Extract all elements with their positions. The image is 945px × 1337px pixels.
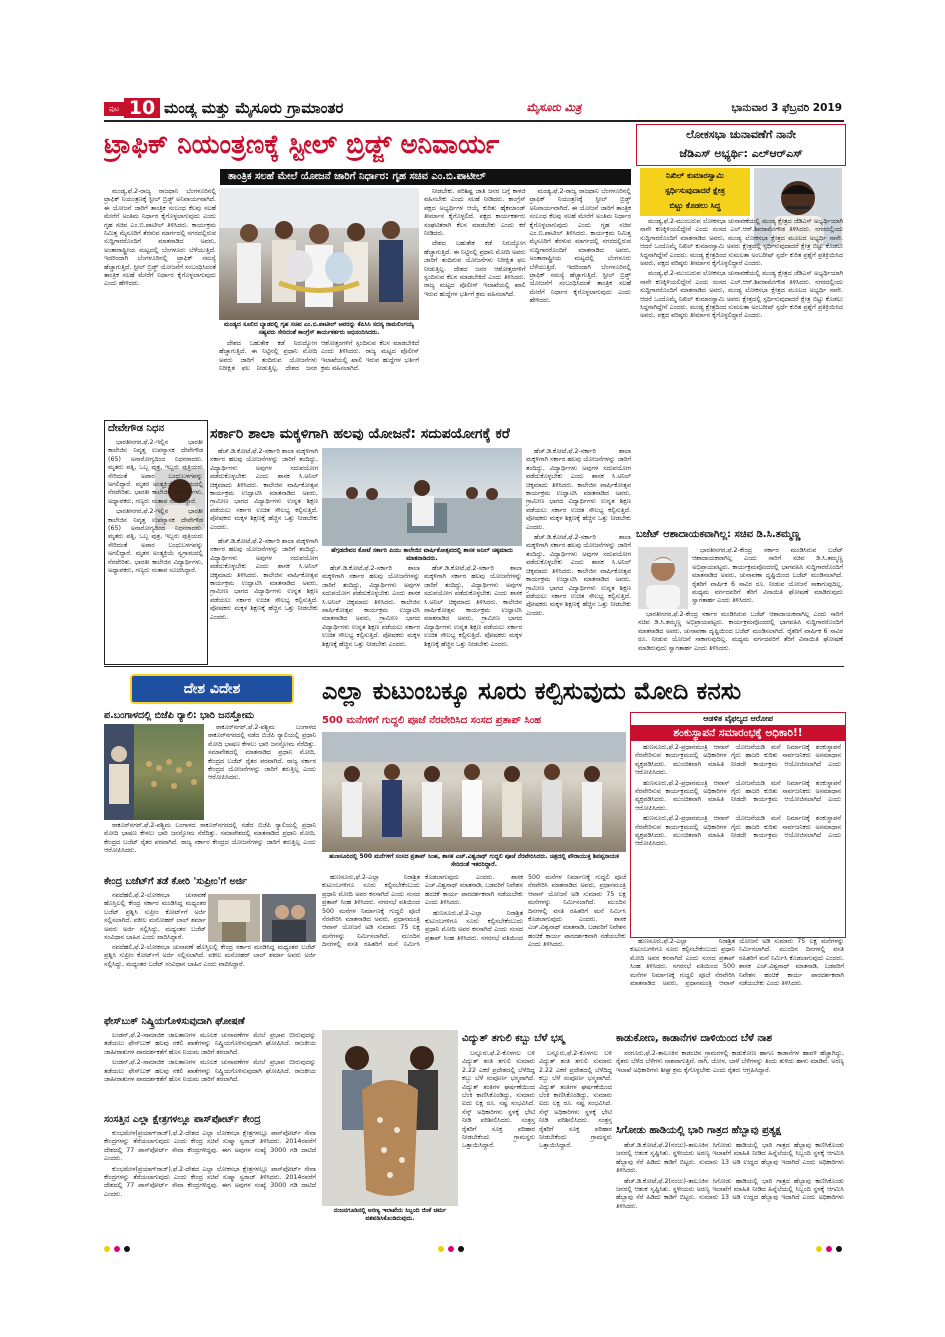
obituary-body: ಭಾರತೀನಗರ,ಫೆ.2-ಇಲ್ಲಿನ ಭಾರತೀ ಕಾಲೇಜಿನ ನಿವೃತ್ತ ಉಪನ್ಯಾಸಕ ದೇವೇಗೌಡ (65) ಅನಾರೋಗ್ಯದಿಂದ ನಿಧನರಾದರು. ಮೃತರು ಪತ್ನಿ, ಒಬ್ಬ ಪುತ್ರ, ಇಬ್ಬರು ಪುತ್ರಿಯರು ಸೇರಿದಂತೆ ಅಪಾರ ಬಂಧುಬಳಗವನ್ನು ಅಗಲಿದ್ದಾರೆ. ಮೃತರ ಅಂತ್ಯಕ್ರಿಯೆ ಸ್ವಗ್ರಾಮದಲ್ಲಿ ನೆರವೇರಿತು. ಭಾರತೀ ಕಾಲೇಜಿನ ವಿದ್ಯಾರ್ಥಿಗಳು, ಅಧ್ಯಾಪಕರು, ಗಣ್ಯರು ಸಂತಾಪ ಸೂಚಿಸಿದ್ದಾರೆ. ಭಾರತೀನಗರ,ಫೆ.2-ಇಲ್ಲಿನ ಭಾರತೀ ಕಾಲೇಜಿನ ನಿವೃತ್ತ ಉಪನ್ಯಾಸಕ ದೇವೇಗೌಡ (65) ಅನಾರೋಗ್ಯದಿಂದ ನಿಧನರಾದರು. ಮೃತರು ಪತ್ನಿ, ಒಬ್ಬ ಪುತ್ರ, ಇಬ್ಬರು ಪುತ್ರಿಯರು ಸೇರಿದಂತೆ ಅಪಾರ ಬಂಧುಬಳಗವನ್ನು ಅಗಲಿದ್ದಾರೆ. ಮೃತರ ಅಂತ್ಯಕ್ರಿಯೆ ಸ್ವಗ್ರಾಮದಲ್ಲಿ ನೆರವೇರಿತು. ಭಾರತೀ ಕಾಲೇಜಿನ ವಿದ್ಯಾರ್ಥಿಗಳು, ಅಧ್ಯಾಪಕರು, ಗಣ್ಯರು ಸಂತಾಪ ಸೂಚಿಸಿದ್ದಾರೆ. (108, 439, 203, 575)
national-story1-body: ಠಾಕೂರ್‌ನಗರ್,ಫೆ.2-ಪಶ್ಚಿಮ ಬಂಗಾಳದ ಠಾಕೂರ್‌ನಗರದಲ್ಲಿ ನಡೆದ ಬಿಜೆಪಿ ರ್‍ಯಾಲಿಯಲ್ಲಿ ಪ್ರಧಾನಿ ಮೋದಿ ಭಾಷಣ ಕೇಳಲು ಭಾರಿ ಜನಸ್ತೋಮ ನೆರೆದಿತ್ತು. ಸಮಾವೇಶದಲ್ಲಿ ಮಾತನಾಡಿದ ಪ್ರಧಾನಿ ಮೋದಿ, ಕೇಂದ್ರದ ಬಜೆಟ್ ರೈತರ ಪರವಾಗಿದೆ. ರಾಜ್ಯ ಸರ್ಕಾರ ಕೇಂದ್ರದ ಯೋಜನೆಗಳನ್ನು ಜಾರಿಗೆ ತರುತ್ತಿಲ್ಲ ಎಂದು ಆರೋಪಿಸಿದರು. (208, 724, 316, 782)
side-story-quote-line3: ಬಿಟ್ಟು ಕೊಡಲು ಸಿದ್ಧ (669, 201, 721, 210)
obituary-headline: ದೇವೇಗೌಡ ನಿಧನ (108, 423, 165, 434)
national-story3-headline: ಫೇಸ್‌ಬುಕ್ ನಿಷ್ಕ್ರಿಯಗೊಳಿಸುವುದಾಗಿ ಘೋಷಣೆ (104, 1016, 245, 1027)
national-tag: ದೇಶ ವಿದೇಶ (130, 674, 294, 704)
top-story-headline: ಟ್ರಾಫಿಕ್ ನಿಯಂತ್ರಣಕ್ಕೆ ಸ್ಟೀಲ್ ಬ್ರಿಡ್ಜ್ ಅನಿವಾರ್ಯ (104, 130, 500, 160)
national-story1-photo (104, 724, 204, 820)
section-divider (104, 666, 844, 667)
modi-story-body: ಹುಣಸೂರು,ಫೆ.2-ಎಲ್ಲಾ ನಿರಾಶ್ರಿತ ಕುಟುಂಬಗಳಿಗೂ ಸೂರು ಕಲ್ಪಿಸಬೇಕೆಂಬುದು ಪ್ರಧಾನಿ ಮೋದಿ ಅವರ ಕನಸಾಗಿದೆ ಎಂದು ಸಂಸದ ಪ್ರತಾಪ್ ಸಿಂಹ ತಿಳಿಸಿದರು. ನಗರಸಭೆ ವತಿಯಿಂದ 500 ಮನೆಗಳ ನಿರ್ಮಾಣಕ್ಕೆ ಗುದ್ದಲಿ ಪೂಜೆ ನೆರವೇರಿಸಿ ಮಾತನಾಡಿದ ಅವರು, ಪ್ರಧಾನಮಂತ್ರಿ ಆವಾಸ್ ಯೋಜನೆ ಅಡಿ ಸುಮಾರು 75 ಲಕ್ಷ ಮನೆಗಳನ್ನು ನಿರ್ಮಿಸಲಾಗಿದೆ. ಮುಂದಿನ ದಿನಗಳಲ್ಲಿ ವಸತಿ ರಹಿತರಿಗೆ ಮನೆ ನಿರ್ಮಿಸಿ ಕೊಡಲಾಗುವುದು ಎಂದರು. ಶಾಸಕ ಎಚ್.ವಿಶ್ವನಾಥ್ ಮಾತನಾಡಿ, ಬಡವರಿಗೆ ನಿವೇಶನ ಹಂಚಿಕೆ ಕಾರ್ಯ ಪಾರದರ್ಶಕವಾಗಿ ನಡೆಯಬೇಕು ಎಂದು ತಿಳಿಸಿದರು. ಹುಣಸೂರು,ಫೆ.2-ಎಲ್ಲಾ ನಿರಾಶ್ರಿತ ಕುಟುಂಬಗಳಿಗೂ ಸೂರು ಕಲ್ಪಿಸಬೇಕೆಂಬುದು ಪ್ರಧಾನಿ ಮೋದಿ ಅವರ ಕನಸಾಗಿದೆ ಎಂದು ಸಂಸದ ಪ್ರತಾಪ್ ಸಿಂಹ ತಿಳಿಸಿದರು. ನಗರಸಭೆ ವತಿಯಿಂದ 500 ಮನೆಗಳ ನಿರ್ಮಾಣಕ್ಕೆ ಗುದ್ದಲಿ ಪೂಜೆ ನೆರವೇರಿಸಿ ಮಾತನಾಡಿದ ಅವರು, ಪ್ರಧಾನಮಂತ್ರಿ ಆವಾಸ್ ಯೋಜನೆ ಅಡಿ ಸುಮಾರು 75 ಲಕ್ಷ ಮನೆಗಳನ್ನು ನಿರ್ಮಿಸಲಾಗಿದೆ. ಮುಂದಿನ ದಿನಗಳಲ್ಲಿ ವಸತಿ ರಹಿತರಿಗೆ ಮನೆ ನಿರ್ಮಿಸಿ ಕೊಡಲಾಗುವುದು ಎಂದರು. ಶಾಸಕ ಎಚ್.ವಿಶ್ವನಾಥ್ ಮಾತನಾಡಿ, ಬಡವರಿಗೆ ನಿವೇಶನ ಹಂಚಿಕೆ ಕಾರ್ಯ ಪಾರದರ್ಶಕವಾಗಿ ನಡೆಯಬೇಕು ಎಂದು ತಿಳಿಸಿದರು. (322, 874, 626, 949)
side-story-headline-line1: ಲೋಕಸಭಾ ಚುನಾವಣೆಗೆ ನಾನೇ (686, 128, 796, 141)
national-story2-photo-a (208, 894, 260, 942)
side-story-quote-line2: ಸ್ಪರ್ಧಿಸುವುದಾದರೆ ಕ್ಷೇತ್ರ (664, 186, 726, 195)
registration-mark (458, 1246, 464, 1252)
school-story-col4: ಹೆಚ್.ಡಿ.ಕೋಟೆ,ಫೆ.2-ಸರ್ಕಾರಿ ಶಾಲಾ ಮಕ್ಕಳಿಗಾಗಿ ಸರ್ಕಾರ ಹಲವು ಯೋಜನೆಗಳನ್ನು ಜಾರಿಗೆ ತಂದಿದ್ದು, ವಿದ್ಯಾರ್ಥಿಗಳು ಅವುಗಳ ಸದುಪಯೋಗ ಪಡೆದುಕೊಳ್ಳಬೇಕು ಎಂದು ಶಾಸಕ ಸಿ.ಅನಿಲ್ ಚಿಕ್ಕಮಾದು ತಿಳಿಸಿದರು. ಕಾಲೇಜಿನ ವಾರ್ಷಿಕೋತ್ಸವ ಕಾರ್ಯಕ್ರಮ ಉದ್ಘಾಟಿಸಿ ಮಾತನಾಡಿದ ಅವರು, ಗ್ರಾಮೀಣ ಭಾಗದ ವಿದ್ಯಾರ್ಥಿಗಳು ಉನ್ನತ ಶಿಕ್ಷಣ ಪಡೆಯಲು ಸರ್ಕಾರ ಉಚಿತ ಸೌಲಭ್ಯ ಕಲ್ಪಿಸುತ್ತಿದೆ. ಪೋಷಕರು ಮಕ್ಕಳ ಶಿಕ್ಷಣಕ್ಕೆ ಹೆಚ್ಚಿನ ಒತ್ತು ನೀಡಬೇಕು ಎಂದರು. ಹೆಚ್.ಡಿ.ಕೋಟೆ,ಫೆ.2-ಸರ್ಕಾರಿ ಶಾಲಾ ಮಕ್ಕಳಿಗಾಗಿ ಸರ್ಕಾರ ಹಲವು ಯೋಜನೆಗಳನ್ನು ಜಾರಿಗೆ ತಂದಿದ್ದು, ವಿದ್ಯಾರ್ಥಿಗಳು ಅವುಗಳ ಸದುಪಯೋಗ ಪಡೆದುಕೊಳ್ಳಬೇಕು ಎಂದು ಶಾಸಕ ಸಿ.ಅನಿಲ್ ಚಿಕ್ಕಮಾದು ತಿಳಿಸಿದರು. ಕಾಲೇಜಿನ ವಾರ್ಷಿಕೋತ್ಸವ ಕಾರ್ಯಕ್ರಮ ಉದ್ಘಾಟಿಸಿ ಮಾತನಾಡಿದ ಅವರು, ಗ್ರಾಮೀಣ ಭಾಗದ ವಿದ್ಯಾರ್ಥಿಗಳು ಉನ್ನತ ಶಿಕ್ಷಣ ಪಡೆಯಲು ಸರ್ಕಾರ ಉಚಿತ ಸೌಲಭ್ಯ ಕಲ್ಪಿಸುತ್ತಿದೆ. ಪೋಷಕರು ಮಕ್ಕಳ ಶಿಕ್ಷಣಕ್ಕೆ ಹೆಚ್ಚಿನ ಒತ್ತು ನೀಡಬೇಕು ಎಂದರು. (322, 565, 522, 648)
budget-story-body-a: ಭಾರತೀನಗರ,ಫೆ.2-ಕೇಂದ್ರ ಸರ್ಕಾರ ಮಂಡಿಸಿರುವ ಬಜೆಟ್ ಆಶಾದಾಯಕವಾಗಿಲ್ಲ ಎಂದು ಸಾರಿಗೆ ಸಚಿವ ಡಿ.ಸಿ.ತಮ್ಮಣ್ಣ ಅಭಿಪ್ರಾಯಪಟ್ಟರು. ಕಾರ್ಯಕ್ರಮವೊಂದರಲ್ಲಿ ಭಾಗವಹಿಸಿ ಸುದ್ದಿಗಾರರೊಂದಿಗೆ ಮಾತನಾಡಿದ ಅವರು, ಚುನಾವಣಾ ದೃಷ್ಟಿಯಿಂದ ಬಜೆಟ್ ಮಂಡಿಸಲಾಗಿದೆ. ರೈತರಿಗೆ ವಾರ್ಷಿಕ 6 ಸಾವಿರ ರೂ. ನೀಡುವ ಯೋಜನೆ ಸಾಕಾಗುವುದಿಲ್ಲ. ಮಧ್ಯಮ ವರ್ಗದವರಿಗೆ ತೆರಿಗೆ ವಿನಾಯಿತಿ ಘೋಷಣೆ ಮಾಡಿರುವುದು ಸ್ವಾಗತಾರ್ಹ ಎಂದು ತಿಳಿಸಿದರು. (692, 547, 843, 605)
school-story-col1: ಹೆಚ್.ಡಿ.ಕೋಟೆ,ಫೆ.2-ಸರ್ಕಾರಿ ಶಾಲಾ ಮಕ್ಕಳಿಗಾಗಿ ಸರ್ಕಾರ ಹಲವು ಯೋಜನೆಗಳನ್ನು ಜಾರಿಗೆ ತಂದಿದ್ದು, ವಿದ್ಯಾರ್ಥಿಗಳು ಅವುಗಳ ಸದುಪಯೋಗ ಪಡೆದುಕೊಳ್ಳಬೇಕು ಎಂದು ಶಾಸಕ ಸಿ.ಅನಿಲ್ ಚಿಕ್ಕಮಾದು ತಿಳಿಸಿದರು. ಕಾಲೇಜಿನ ವಾರ್ಷಿಕೋತ್ಸವ ಕಾರ್ಯಕ್ರಮ ಉದ್ಘಾಟಿಸಿ ಮಾತನಾಡಿದ ಅವರು, ಗ್ರಾಮೀಣ ಭಾಗದ ವಿದ್ಯಾರ್ಥಿಗಳು ಉನ್ನತ ಶಿಕ್ಷಣ ಪಡೆಯಲು ಸರ್ಕಾರ ಉಚಿತ ಸೌಲಭ್ಯ ಕಲ್ಪಿಸುತ್ತಿದೆ. ಪೋಷಕರು ಮಕ್ಕಳ ಶಿಕ್ಷಣಕ್ಕೆ ಹೆಚ್ಚಿನ ಒತ್ತು ನೀಡಬೇಕು ಎಂದರು. (210, 448, 318, 531)
top-story-col3: ನೀಡಬೇಕು. ಪರಿಶಿಷ್ಟ ಜಾತಿ ಜನರ ಬಗ್ಗೆ ಕಾಳಜಿ ವಹಿಸಬೇಕು ಎಂದು ಸಲಹೆ ನೀಡಿದರು. ಕಾಂಗ್ರೆಸ್ ಪಕ್ಷದ ಅಭ್ಯರ್ಥಿಗಳ ಆಯ್ಕೆ ಕುರಿತು ಹೈಕಮಾಂಡ್ ತೀರ್ಮಾನ ಕೈಗೊಳ್ಳಲಿದೆ. ಪಕ್ಷದ ಕಾರ್ಯಕರ್ತರು ಸಂಘಟಿತರಾಗಿ ಕೆಲಸ ಮಾಡಬೇಕು ಎಂದು ಕರೆ ನೀಡಿದರು. ದೇಶದ ಬಹುತೇಕ ಕಡೆ ನಿರುದ್ಯೋಗ ಹೆಚ್ಚಾಗುತ್ತಿದೆ. ಈ ನಿಟ್ಟಿನಲ್ಲಿ ಪ್ರಧಾನಿ ಮೋದಿ ಅವರು ಜಾರಿಗೆ ತಂದಿರುವ ಯೋಜನೆಗಳು ನಿರೀಕ್ಷಿತ ಫಲ ನೀಡುತ್ತಿಲ್ಲ. ದೇಶದ ಜನರ ಆಶೋತ್ತರಗಳಿಗೆ ಸ್ಪಂದಿಸುವ ಕೆಲಸ ಮಾಡಬೇಕಿದೆ ಎಂದು ತಿಳಿಸಿದರು. ರಾಜ್ಯ ಮಟ್ಟದ ಪೊಲೀಸ್ ಇಲಾಖೆಯಲ್ಲಿ ಖಾಲಿ ಇರುವ ಹುದ್ದೆಗಳ ಭರ್ತಿಗೆ ಕ್ರಮ ವಹಿಸಲಾಗಿದೆ. ಮಂಡ್ಯ,ಫೆ.2-ರಾಜ್ಯ ರಾಜಧಾನಿ ಬೆಂಗಳೂರಿನಲ್ಲಿ ಟ್ರಾಫಿಕ್ ನಿಯಂತ್ರಣಕ್ಕೆ ಸ್ಟೀಲ್ ಬ್ರಿಡ್ಜ್ ಅನಿವಾರ್ಯವಾಗಿದೆ. ಈ ಯೋಜನೆ ಜಾರಿಗೆ ತಾಂತ್ರಿಕ ಸಂಬಂಧ ಕೆಲವು ಸಲಹೆ ಮೇರೆಗೆ ಅಂತಿಮ ನಿರ್ಧಾರ ಕೈಗೊಳ್ಳಲಾಗುವುದು ಎಂದು ಗೃಹ ಸಚಿವ ಎಂ.ಬಿ.ಪಾಟೀಲ್ ತಿಳಿಸಿದರು. ಕಾರ್ಯಕ್ರಮ ನಿಮಿತ್ತ ಮೈಸೂರಿಗೆ ತೆರಳುವ ಮಾರ್ಗದಲ್ಲಿ ನಗರದಲ್ಲಿರುವ ಸುದ್ದಿಗಾರರೊಂದಿಗೆ ಮಾತನಾಡಿದ ಅವರು, ಅಂತಾರಾಷ್ಟ್ರೀಯ ಮಟ್ಟದಲ್ಲಿ ಬೆಂಗಳೂರು ಬೆಳೆಯುತ್ತಿದೆ. ಇದರಿಂದಾಗಿ ಬೆಂಗಳೂರಿನಲ್ಲಿ ಟ್ರಾಫಿಕ್ ಸಮಸ್ಯೆ ಹೆಚ್ಚಾಗುತ್ತಿದೆ. ಸ್ಟೀಲ್ ಬ್ರಿಡ್ಜ್ ಯೋಜನೆಗೆ ಸಂಬಂಧಿಸಿದಂತೆ ತಾಂತ್ರಿಕ ಸಲಹೆ ಮೇರೆಗೆ ನಿರ್ಧಾರ ಕೈಗೊಳ್ಳಲಾಗುವುದು ಎಂದು ಹೇಳಿದರು. (424, 188, 631, 305)
fraud-story-box (630, 712, 846, 938)
electric-story-body: ಬನ್ನೂರು,ಫೆ.2-ಕೊಳಗಲ ಬಳಿ ವಿದ್ಯುತ್ ತಂತಿ ತಗುಲಿ ಸುಮಾರು 2.22 ಎಕರೆ ಪ್ರದೇಶದಲ್ಲಿ ಬೆಳೆದಿದ್ದ ಕಬ್ಬು ಬೆಳೆ ಸಂಪೂರ್ಣ ಭಸ್ಮವಾಗಿದೆ. ವಿದ್ಯುತ್ ತಂತಿಗಳ ಘರ್ಷಣೆಯಿಂದ ಬೆಂಕಿ ಕಾಣಿಸಿಕೊಂಡಿದ್ದು, ಸುಮಾರು ಐದು ಲಕ್ಷ ರೂ. ನಷ್ಟ ಸಂಭವಿಸಿದೆ. ಸೆಸ್ಕ್ ಅಧಿಕಾರಿಗಳು ಸ್ಥಳಕ್ಕೆ ಭೇಟಿ ನೀಡಿ ಪರಿಶೀಲಿಸಿದರು. ಸಂತ್ರಸ್ತ ರೈತರಿಗೆ ಸೂಕ್ತ ಪರಿಹಾರ ನೀಡಬೇಕೆಂದು ಗ್ರಾಮಸ್ಥರು ಒತ್ತಾಯಿಸಿದ್ದಾರೆ. ಬನ್ನೂರು,ಫೆ.2-ಕೊಳಗಲ ಬಳಿ ವಿದ್ಯುತ್ ತಂತಿ ತಗುಲಿ ಸುಮಾರು 2.22 ಎಕರೆ ಪ್ರದೇಶದಲ್ಲಿ ಬೆಳೆದಿದ್ದ ಕಬ್ಬು ಬೆಳೆ ಸಂಪೂರ್ಣ ಭಸ್ಮವಾಗಿದೆ. ವಿದ್ಯುತ್ ತಂತಿಗಳ ಘರ್ಷಣೆಯಿಂದ ಬೆಂಕಿ ಕಾಣಿಸಿಕೊಂಡಿದ್ದು, ಸುಮಾರು ಐದು ಲಕ್ಷ ರೂ. ನಷ್ಟ ಸಂಭವಿಸಿದೆ. ಸೆಸ್ಕ್ ಅಧಿಕಾರಿಗಳು ಸ್ಥಳಕ್ಕೆ ಭೇಟಿ ನೀಡಿ ಪರಿಶೀಲಿಸಿದರು. ಸಂತ್ರಸ್ತ ರೈತರಿಗೆ ಸೂಕ್ತ ಪರಿಹಾರ ನೀಡಬೇಕೆಂದು ಗ್ರಾಮಸ್ಥರು ಒತ್ತಾಯಿಸಿದ್ದಾರೆ. (462, 1050, 612, 1150)
registration-mark (816, 1246, 822, 1252)
modi-story-subhead: 500 ಮನೆಗಳಿಗೆ ಗುದ್ದಲಿ ಪೂಜೆ ನೆರವೇರಿಸಿದ ಸಂಸದ ಪ್ರತಾಪ್ ಸಿಂಹ (322, 715, 542, 726)
side-story-quote-box (640, 168, 750, 216)
top-story-photo (219, 188, 419, 320)
obituary-box (104, 420, 208, 665)
registration-mark (836, 1246, 842, 1252)
school-story-col2: ಹೆಚ್.ಡಿ.ಕೋಟೆ,ಫೆ.2-ಸರ್ಕಾರಿ ಶಾಲಾ ಮಕ್ಕಳಿಗಾಗಿ ಸರ್ಕಾರ ಹಲವು ಯೋಜನೆಗಳನ್ನು ಜಾರಿಗೆ ತಂದಿದ್ದು, ವಿದ್ಯಾರ್ಥಿಗಳು ಅವುಗಳ ಸದುಪಯೋಗ ಪಡೆದುಕೊಳ್ಳಬೇಕು ಎಂದು ಶಾಸಕ ಸಿ.ಅನಿಲ್ ಚಿಕ್ಕಮಾದು ತಿಳಿಸಿದರು. ಕಾಲೇಜಿನ ವಾರ್ಷಿಕೋತ್ಸವ ಕಾರ್ಯಕ್ರಮ ಉದ್ಘಾಟಿಸಿ ಮಾತನಾಡಿದ ಅವರು, ಗ್ರಾಮೀಣ ಭಾಗದ ವಿದ್ಯಾರ್ಥಿಗಳು ಉನ್ನತ ಶಿಕ್ಷಣ ಪಡೆಯಲು ಸರ್ಕಾರ ಉಚಿತ ಸೌಲಭ್ಯ ಕಲ್ಪಿಸುತ್ತಿದೆ. ಪೋಷಕರು ಮಕ್ಕಳ ಶಿಕ್ಷಣಕ್ಕೆ ಹೆಚ್ಚಿನ ಒತ್ತು ನೀಡಬೇಕು ಎಂದರು. ಹೆಚ್.ಡಿ.ಕೋಟೆ,ಫೆ.2-ಸರ್ಕಾರಿ ಶಾಲಾ ಮಕ್ಕಳಿಗಾಗಿ ಸರ್ಕಾರ ಹಲವು ಯೋಜನೆಗಳನ್ನು ಜಾರಿಗೆ ತಂದಿದ್ದು, ವಿದ್ಯಾರ್ಥಿಗಳು ಅವುಗಳ ಸದುಪಯೋಗ ಪಡೆದುಕೊಳ್ಳಬೇಕು ಎಂದು ಶಾಸಕ ಸಿ.ಅನಿಲ್ ಚಿಕ್ಕಮಾದು ತಿಳಿಸಿದರು. ಕಾಲೇಜಿನ ವಾರ್ಷಿಕೋತ್ಸವ ಕಾರ್ಯಕ್ರಮ ಉದ್ಘಾಟಿಸಿ ಮಾತನಾಡಿದ ಅವರು, ಗ್ರಾಮೀಣ ಭಾಗದ ವಿದ್ಯಾರ್ಥಿಗಳು ಉನ್ನತ ಶಿಕ್ಷಣ ಪಡೆಯಲು ಸರ್ಕಾರ ಉಚಿತ ಸೌಲಭ್ಯ ಕಲ್ಪಿಸುತ್ತಿದೆ. ಪೋಷಕರು ಮಕ್ಕಳ ಶಿಕ್ಷಣಕ್ಕೆ ಹೆಚ್ಚಿನ ಒತ್ತು ನೀಡಬೇಕು ಎಂದರು. (526, 448, 631, 617)
registration-mark (438, 1246, 444, 1252)
national-story1-headline: ಪ.ಬಂಗಾಳದಲ್ಲಿ ಬಿಜೆಪಿ ರ್‍ಯಾಲಿ: ಭಾರಿ ಜನಸ್ತೋಮ (104, 710, 254, 721)
fraud-story-kicker: ಆಡಳಿತ ವೈಫಲ್ಯದ ಆರೋಪ (703, 714, 773, 723)
registration-mark (104, 1246, 110, 1252)
registration-mark (124, 1246, 130, 1252)
side-story-body: ಮಂಡ್ಯ,ಫೆ.2-ಮುಂಬರುವ ಲೋಕಸಭಾ ಚುನಾವಣೆಯಲ್ಲಿ ಮಂಡ್ಯ ಕ್ಷೇತ್ರದ ಜೆಡಿಎಸ್ ಅಭ್ಯರ್ಥಿಯಾಗಿ ನಾನೇ ಕಣಕ್ಕಿಳಿಯಲಿದ್ದೇನೆ ಎಂದು ಸಂಸದ ಎಲ್.ಆರ್.ಶಿವರಾಮೇಗೌಡ ತಿಳಿಸಿದರು. ನಗರದಲ್ಲಿಂದು ಸುದ್ದಿಗಾರರೊಂದಿಗೆ ಮಾತನಾಡಿದ ಅವರು, ಮಂಡ್ಯ ಲೋಕಸಭಾ ಕ್ಷೇತ್ರದ ಮೂಲದ ಅಭ್ಯರ್ಥಿ ನಾನೇ. ಆದರೆ ಒಂದೊಮ್ಮೆ ನಿಖಿಲ್ ಕುಮಾರಸ್ವಾಮಿ ಅವರು ಕ್ಷೇತ್ರದಲ್ಲಿ ಸ್ಪರ್ಧಿಸುವುದಾದರೆ ಕ್ಷೇತ್ರ ಬಿಟ್ಟು ಕೊಡಲು ಸಿದ್ಧನಾಗಿದ್ದೇನೆ ಎಂದರು. ಮಂಡ್ಯ ಕ್ಷೇತ್ರದಿಂದ ಸುಮಲತಾ ಅಂಬರೀಷ್ ಸ್ಪರ್ಧೆ ಕುರಿತ ಪ್ರಶ್ನೆಗೆ ಪ್ರತಿಕ್ರಿಯಿಸಿದ ಅವರು, ಪಕ್ಷದ ವರಿಷ್ಠರು ತೀರ್ಮಾನ ಕೈಗೊಳ್ಳಲಿದ್ದಾರೆ ಎಂದರು. ಮಂಡ್ಯ,ಫೆ.2-ಮುಂಬರುವ ಲೋಕಸಭಾ ಚುನಾವಣೆಯಲ್ಲಿ ಮಂಡ್ಯ ಕ್ಷೇತ್ರದ ಜೆಡಿಎಸ್ ಅಭ್ಯರ್ಥಿಯಾಗಿ ನಾನೇ ಕಣಕ್ಕಿಳಿಯಲಿದ್ದೇನೆ ಎಂದು ಸಂಸದ ಎಲ್.ಆರ್.ಶಿವರಾಮೇಗೌಡ ತಿಳಿಸಿದರು. ನಗರದಲ್ಲಿಂದು ಸುದ್ದಿಗಾರರೊಂದಿಗೆ ಮಾತನಾಡಿದ ಅವರು, ಮಂಡ್ಯ ಲೋಕಸಭಾ ಕ್ಷೇತ್ರದ ಮೂಲದ ಅಭ್ಯರ್ಥಿ ನಾನೇ. ಆದರೆ ಒಂದೊಮ್ಮೆ ನಿಖಿಲ್ ಕುಮಾರಸ್ವಾಮಿ ಅವರು ಕ್ಷೇತ್ರದಲ್ಲಿ ಸ್ಪರ್ಧಿಸುವುದಾದರೆ ಕ್ಷೇತ್ರ ಬಿಟ್ಟು ಕೊಡಲು ಸಿದ್ಧನಾಗಿದ್ದೇನೆ ಎಂದರು. ಮಂಡ್ಯ ಕ್ಷೇತ್ರದಿಂದ ಸುಮಲತಾ ಅಂಬರೀಷ್ ಸ್ಪರ್ಧೆ ಕುರಿತ ಪ್ರಶ್ನೆಗೆ ಪ್ರತಿಕ್ರಿಯಿಸಿದ ಅವರು, ಪಕ್ಷದ ವರಿಷ್ಠರು ತೀರ್ಮಾನ ಕೈಗೊಳ್ಳಲಿದ್ದಾರೆ ಎಂದರು. (640, 218, 843, 320)
village-story-body: ಹೆಚ್.ಡಿ.ಕೋಟೆ,ಫೆ.2(ನಂಜು)-ತಾಲೂಕಿನ ಸಿಗೋಡು ಹಾಡಿಯಲ್ಲಿ ಭಾರಿ ಗಾತ್ರದ ಹೆಬ್ಬಾವು ಕಾಣಿಸಿಕೊಂಡು ಜನರಲ್ಲಿ ಆತಂಕ ಸೃಷ್ಟಿಸಿತು. ಸ್ಥಳೀಯರು ಅರಣ್ಯ ಇಲಾಖೆಗೆ ಮಾಹಿತಿ ನೀಡಿದ ಹಿನ್ನೆಲೆಯಲ್ಲಿ ಸಿಬ್ಬಂದಿ ಸ್ಥಳಕ್ಕೆ ಆಗಮಿಸಿ ಹೆಬ್ಬಾವು ಸೆರೆ ಹಿಡಿದು ಕಾಡಿಗೆ ಬಿಟ್ಟರು. ಸುಮಾರು 13 ಅಡಿ ಉದ್ದದ ಹೆಬ್ಬಾವು ಇದಾಗಿದೆ ಎಂದು ಅಧಿಕಾರಿಗಳು ತಿಳಿಸಿದರು. ಹೆಚ್.ಡಿ.ಕೋಟೆ,ಫೆ.2(ನಂಜು)-ತಾಲೂಕಿನ ಸಿಗೋಡು ಹಾಡಿಯಲ್ಲಿ ಭಾರಿ ಗಾತ್ರದ ಹೆಬ್ಬಾವು ಕಾಣಿಸಿಕೊಂಡು ಜನರಲ್ಲಿ ಆತಂಕ ಸೃಷ್ಟಿಸಿತು. ಸ್ಥಳೀಯರು ಅರಣ್ಯ ಇಲಾಖೆಗೆ ಮಾಹಿತಿ ನೀಡಿದ ಹಿನ್ನೆಲೆಯಲ್ಲಿ ಸಿಬ್ಬಂದಿ ಸ್ಥಳಕ್ಕೆ ಆಗಮಿಸಿ ಹೆಬ್ಬಾವು ಸೆರೆ ಹಿಡಿದು ಕಾಡಿಗೆ ಬಿಟ್ಟರು. ಸುಮಾರು 13 ಅಡಿ ಉದ್ದದ ಹೆಬ್ಬಾವು ಇದಾಗಿದೆ ಎಂದು ಅಧಿಕಾರಿಗಳು ತಿಳಿಸಿದರು. (616, 1142, 844, 1210)
modi-story-photo-caption: ಹುಣಸೂರಿನಲ್ಲಿ 500 ಮನೆಗಳಿಗೆ ಸಂಸದ ಪ್ರತಾಪ್ ಸಿಂಹ, ಶಾಸಕ ಎಚ್.ವಿಶ್ವನಾಥ್ ಗುದ್ದಲಿ ಪೂಜೆ ನೆರವೇರಿಸಿದರು. ಚಿತ್ರದಲ್ಲಿ ಪೌರಾಯುಕ್ತ ಶಿವಪ್ಪನಾಯಕ ಸೇರಿದಂತೆ ಇತರರಿದ್ದಾರೆ. (329, 853, 619, 868)
school-story-col3: ಹೆಚ್.ಡಿ.ಕೋಟೆ,ಫೆ.2-ಸರ್ಕಾರಿ ಶಾಲಾ ಮಕ್ಕಳಿಗಾಗಿ ಸರ್ಕಾರ ಹಲವು ಯೋಜನೆಗಳನ್ನು ಜಾರಿಗೆ ತಂದಿದ್ದು, ವಿದ್ಯಾರ್ಥಿಗಳು ಅವುಗಳ ಸದುಪಯೋಗ ಪಡೆದುಕೊಳ್ಳಬೇಕು ಎಂದು ಶಾಸಕ ಸಿ.ಅನಿಲ್ ಚಿಕ್ಕಮಾದು ತಿಳಿಸಿದರು. ಕಾಲೇಜಿನ ವಾರ್ಷಿಕೋತ್ಸವ ಕಾರ್ಯಕ್ರಮ ಉದ್ಘಾಟಿಸಿ ಮಾತನಾಡಿದ ಅವರು, ಗ್ರಾಮೀಣ ಭಾಗದ ವಿದ್ಯಾರ್ಥಿಗಳು ಉನ್ನತ ಶಿಕ್ಷಣ ಪಡೆಯಲು ಸರ್ಕಾರ ಉಚಿತ ಸೌಲಭ್ಯ ಕಲ್ಪಿಸುತ್ತಿದೆ. ಪೋಷಕರು ಮಕ್ಕಳ ಶಿಕ್ಷಣಕ್ಕೆ ಹೆಚ್ಚಿನ ಒತ್ತು ನೀಡಬೇಕು ಎಂದರು. (210, 538, 318, 621)
national-story2-photo-b (262, 894, 316, 942)
page-number: 10 (124, 98, 160, 118)
modi-story-headline: ಎಲ್ಲಾ ಕುಟುಂಬಕ್ಕೂ ಸೂರು ಕಲ್ಪಿಸುವುದು ಮೋದಿ ಕನಸು (322, 677, 742, 705)
deer-skin-photo (322, 1030, 458, 1206)
budget-story-portrait (638, 547, 688, 609)
national-story2-headline: ಕೇಂದ್ರ ಬಜೆಟ್‌ಗೆ ತಡೆ ಕೋರಿ 'ಸುಪ್ರೀಂ'ಗೆ ಅರ್ಜಿ (104, 876, 248, 887)
national-story2-body: ನವದೆಹಲಿ,ಫೆ.2-ಲೋಕಸಭಾ ಚುನಾವಣೆ ಹೊಸ್ತಿಲಲ್ಲಿ ಕೇಂದ್ರ ಸರ್ಕಾರ ಮಂಡಿಸಿದ್ದ ಮಧ್ಯಂತರ ಬಜೆಟ್ ಪ್ರಶ್ನಿಸಿ ಸುಪ್ರೀಂ ಕೋರ್ಟ್‌ಗೆ ಅರ್ಜಿ ಸಲ್ಲಿಸಲಾಗಿದೆ. ವಕೀಲ ಮನೋಹರ್ ಲಾಲ್ ಶರ್ಮಾ ಅವರು ಅರ್ಜಿ ಸಲ್ಲಿಸಿದ್ದು, ಮಧ್ಯಂತರ ಬಜೆಟ್ ಸಂವಿಧಾನ ಬಾಹಿರ ಎಂದು ವಾದಿಸಿದ್ದಾರೆ. (104, 892, 206, 942)
issue-date: ಭಾನುವಾರ 3 ಫೆಬ್ರವರಿ 2019 (731, 102, 842, 114)
elephant-story-body: ಸರಗೂರು,ಫೆ.2-ತಾಲೂಕಿನ ಕಾಡಂಚಿನ ಗ್ರಾಮಗಳಲ್ಲಿ ಕಾಡುಕೋಣ ಹಾಗೂ ಕಾಡಾನೆಗಳ ಹಾವಳಿ ಹೆಚ್ಚಾಗಿದ್ದು, ರೈತರು ಬೆಳೆದ ಬೆಳೆಗಳು ನಾಶವಾಗುತ್ತಿವೆ. ರಾಗಿ, ಜೋಳ, ಬಾಳೆ ಬೆಳೆಗಳನ್ನು ತಿಂದು ತುಳಿದು ಹಾಳು ಮಾಡಿವೆ. ಅರಣ್ಯ ಇಲಾಖೆ ಅಧಿಕಾರಿಗಳು ಶೀಘ್ರ ಕ್ರಮ ಕೈಗೊಳ್ಳಬೇಕು ಎಂದು ರೈತರು ಆಗ್ರಹಿಸಿದ್ದಾರೆ. (616, 1050, 844, 1074)
top-story-subhead: ತಾಂತ್ರಿಕ ಸಲಹೆ ಮೇಲೆ ಯೋಜನೆ ಜಾರಿಗೆ ನಿರ್ಧಾರ: ಗೃಹ ಸಚಿವ ಎಂ.ಬಿ.ಪಾಟೀಲ್ (220, 169, 631, 185)
page-header (104, 98, 844, 122)
section-title: ಮಂಡ್ಯ ಮತ್ತು ಮೈಸೂರು ಗ್ರಾಮಾಂತರ (164, 99, 344, 117)
registration-mark (826, 1246, 832, 1252)
page-label: ಪುಟ (104, 102, 124, 116)
top-story-photo-caption: ಮಂಡ್ಯದ ಸೂಲಿದ ಬ್ಯಾಡರಲ್ಲಿ ಗೃಹ ಸಚಿವ ಎಂ.ಬಿ.ಪಾಟೀಲ್ ಅವರನ್ನು ಕೆಪಿಸಿಸಿ ಸದಸ್ಯ ರಾಮಲಿಂಗಯ್ಯ ಸಹ್ಯವರು ಸೇರಿದಂತೆ ಕಾಂಗ್ರೆಸ್ ಕಾರ್ಯಕರ್ತರು ಅಭಿನಂದಿಸಿದರು. (224, 321, 414, 336)
national-story4-headline: ಸಂಸತ್ತಿನ ಎಲ್ಲಾ ಕ್ಷೇತ್ರಗಳಲ್ಲೂ ಪಾಸ್‌ಪೋರ್ಟ್ ಕೇಂದ್ರ (104, 1114, 261, 1125)
national-story3-body: ಲಂಡನ್,ಫೆ.2-ಸಾಮಾಜಿಕ ಜಾಲತಾಣಗಳ ಮೂಲಕ ಚುನಾವಣೆಗಳ ಮೇಲೆ ಪ್ರಭಾವ ಬೀರುವುದನ್ನು ತಡೆಯಲು ಫೇಸ್‌ಬುಕ್ ಹಲವು ನಕಲಿ ಖಾತೆಗಳನ್ನು ನಿಷ್ಕ್ರಿಯಗೊಳಿಸುವುದಾಗಿ ಘೋಷಿಸಿದೆ. ರಾಜಕೀಯ ಜಾಹೀರಾತುಗಳ ಪಾರದರ್ಶಕತೆಗೆ ಹೊಸ ನಿಯಮ ಜಾರಿಗೆ ತರಲಾಗಿದೆ. ಲಂಡನ್,ಫೆ.2-ಸಾಮಾಜಿಕ ಜಾಲತಾಣಗಳ ಮೂಲಕ ಚುನಾವಣೆಗಳ ಮೇಲೆ ಪ್ರಭಾವ ಬೀರುವುದನ್ನು ತಡೆಯಲು ಫೇಸ್‌ಬುಕ್ ಹಲವು ನಕಲಿ ಖಾತೆಗಳನ್ನು ನಿಷ್ಕ್ರಿಯಗೊಳಿಸುವುದಾಗಿ ಘೋಷಿಸಿದೆ. ರಾಜಕೀಯ ಜಾಹೀರಾತುಗಳ ಪಾರದರ್ಶಕತೆಗೆ ಹೊಸ ನಿಯಮ ಜಾರಿಗೆ ತರಲಾಗಿದೆ. (104, 1032, 316, 1084)
top-story-col2: ದೇಶದ ಬಹುತೇಕ ಕಡೆ ನಿರುದ್ಯೋಗ ಹೆಚ್ಚಾಗುತ್ತಿದೆ. ಈ ನಿಟ್ಟಿನಲ್ಲಿ ಪ್ರಧಾನಿ ಮೋದಿ ಅವರು ಜಾರಿಗೆ ತಂದಿರುವ ಯೋಜನೆಗಳು ನಿರೀಕ್ಷಿತ ಫಲ ನೀಡುತ್ತಿಲ್ಲ. ದೇಶದ ಜನರ ಆಶೋತ್ತರಗಳಿಗೆ ಸ್ಪಂದಿಸುವ ಕೆಲಸ ಮಾಡಬೇಕಿದೆ ಎಂದು ತಿಳಿಸಿದರು. ರಾಜ್ಯ ಮಟ್ಟದ ಪೊಲೀಸ್ ಇಲಾಖೆಯಲ್ಲಿ ಖಾಲಿ ಇರುವ ಹುದ್ದೆಗಳ ಭರ್ತಿಗೆ ಕ್ರಮ ವಹಿಸಲಾಗಿದೆ. (219, 340, 419, 373)
masthead-logo: ಮೈಸೂರು ಮಿತ್ರ (526, 101, 582, 114)
national-story4-body: ಕುಂಭಮೇಳ(ಪ್ರಯಾಗ್‌ರಾಜ್),ಫೆ.2-ದೇಶದ ಎಲ್ಲಾ ಲೋಕಸಭಾ ಕ್ಷೇತ್ರಗಳಲ್ಲೂ ಪಾಸ್‌ಪೋರ್ಟ್ ಸೇವಾ ಕೇಂದ್ರಗಳನ್ನು ತೆರೆಯಲಾಗುವುದು ಎಂದು ಕೇಂದ್ರ ಸಚಿವೆ ಸುಷ್ಮಾ ಸ್ವರಾಜ್ ತಿಳಿಸಿದರು. 2014ರವರೆಗೆ ದೇಶದಲ್ಲಿ 77 ಪಾಸ್‌ಪೋರ್ಟ್ ಸೇವಾ ಕೇಂದ್ರಗಳಿದ್ದವು. ಈಗ ಅವುಗಳ ಸಂಖ್ಯೆ 3000 ಗಡಿ ದಾಟಿದೆ ಎಂದರು. ಕುಂಭಮೇಳ(ಪ್ರಯಾಗ್‌ರಾಜ್),ಫೆ.2-ದೇಶದ ಎಲ್ಲಾ ಲೋಕಸಭಾ ಕ್ಷೇತ್ರಗಳಲ್ಲೂ ಪಾಸ್‌ಪೋರ್ಟ್ ಸೇವಾ ಕೇಂದ್ರಗಳನ್ನು ತೆರೆಯಲಾಗುವುದು ಎಂದು ಕೇಂದ್ರ ಸಚಿವೆ ಸುಷ್ಮಾ ಸ್ವರಾಜ್ ತಿಳಿಸಿದರು. 2014ರವರೆಗೆ ದೇಶದಲ್ಲಿ 77 ಪಾಸ್‌ಪೋರ್ಟ್ ಸೇವಾ ಕೇಂದ್ರಗಳಿದ್ದವು. ಈಗ ಅವುಗಳ ಸಂಖ್ಯೆ 3000 ಗಡಿ ದಾಟಿದೆ ಎಂದರು. (104, 1130, 316, 1198)
budget-story-headline: ಬಜೆಟ್ ಆಶಾದಾಯಕವಾಗಿಲ್ಲ: ಸಚಿವ ಡಿ.ಸಿ.ತಮ್ಮಣ್ಣ (636, 529, 801, 540)
top-story-col1: ಮಂಡ್ಯ,ಫೆ.2-ರಾಜ್ಯ ರಾಜಧಾನಿ ಬೆಂಗಳೂರಿನಲ್ಲಿ ಟ್ರಾಫಿಕ್ ನಿಯಂತ್ರಣಕ್ಕೆ ಸ್ಟೀಲ್ ಬ್ರಿಡ್ಜ್ ಅನಿವಾರ್ಯವಾಗಿದೆ. ಈ ಯೋಜನೆ ಜಾರಿಗೆ ತಾಂತ್ರಿಕ ಸಂಬಂಧ ಕೆಲವು ಸಲಹೆ ಮೇರೆಗೆ ಅಂತಿಮ ನಿರ್ಧಾರ ಕೈಗೊಳ್ಳಲಾಗುವುದು ಎಂದು ಗೃಹ ಸಚಿವ ಎಂ.ಬಿ.ಪಾಟೀಲ್ ತಿಳಿಸಿದರು. ಕಾರ್ಯಕ್ರಮ ನಿಮಿತ್ತ ಮೈಸೂರಿಗೆ ತೆರಳುವ ಮಾರ್ಗದಲ್ಲಿ ನಗರದಲ್ಲಿರುವ ಸುದ್ದಿಗಾರರೊಂದಿಗೆ ಮಾತನಾಡಿದ ಅವರು, ಅಂತಾರಾಷ್ಟ್ರೀಯ ಮಟ್ಟದಲ್ಲಿ ಬೆಂಗಳೂರು ಬೆಳೆಯುತ್ತಿದೆ. ಇದರಿಂದಾಗಿ ಬೆಂಗಳೂರಿನಲ್ಲಿ ಟ್ರಾಫಿಕ್ ಸಮಸ್ಯೆ ಹೆಚ್ಚಾಗುತ್ತಿದೆ. ಸ್ಟೀಲ್ ಬ್ರಿಡ್ಜ್ ಯೋಜನೆಗೆ ಸಂಬಂಧಿಸಿದಂತೆ ತಾಂತ್ರಿಕ ಸಲಹೆ ಮೇರೆಗೆ ನಿರ್ಧಾರ ಕೈಗೊಳ್ಳಲಾಗುವುದು ಎಂದು ಹೇಳಿದರು. (104, 188, 216, 288)
modi-story-photo (322, 732, 626, 852)
fraud-story-body: ಹುಣಸೂರು,ಫೆ.2-ಪ್ರಧಾನಮಂತ್ರಿ ಆವಾಸ್ ಯೋಜನೆಯಡಿ ಮನೆ ನಿರ್ಮಾಣಕ್ಕೆ ಶಂಕುಸ್ಥಾಪನೆ ನೆರವೇರಿಸುವ ಕಾರ್ಯಕ್ರಮದಲ್ಲಿ ಅಧಿಕಾರಿಗಳ ಗೈರು ಹಾಜರಿ ಕುರಿತು ಸಾರ್ವಜನಿಕರು ಅಸಮಾಧಾನ ವ್ಯಕ್ತಪಡಿಸಿದರು. ಮುಂಚಿತವಾಗಿ ಮಾಹಿತಿ ನೀಡದೇ ಕಾರ್ಯಕ್ರಮ ಆಯೋಜಿಸಲಾಗಿದೆ ಎಂದು ಆರೋಪಿಸಿದರು. ಹುಣಸೂರು,ಫೆ.2-ಪ್ರಧಾನಮಂತ್ರಿ ಆವಾಸ್ ಯೋಜನೆಯಡಿ ಮನೆ ನಿರ್ಮಾಣಕ್ಕೆ ಶಂಕುಸ್ಥಾಪನೆ ನೆರವೇರಿಸುವ ಕಾರ್ಯಕ್ರಮದಲ್ಲಿ ಅಧಿಕಾರಿಗಳ ಗೈರು ಹಾಜರಿ ಕುರಿತು ಸಾರ್ವಜನಿಕರು ಅಸಮಾಧಾನ ವ್ಯಕ್ತಪಡಿಸಿದರು. ಮುಂಚಿತವಾಗಿ ಮಾಹಿತಿ ನೀಡದೇ ಕಾರ್ಯಕ್ರಮ ಆಯೋಜಿಸಲಾಗಿದೆ ಎಂದು ಆರೋಪಿಸಿದರು. ಹುಣಸೂರು,ಫೆ.2-ಪ್ರಧಾನಮಂತ್ರಿ ಆವಾಸ್ ಯೋಜನೆಯಡಿ ಮನೆ ನಿರ್ಮಾಣಕ್ಕೆ ಶಂಕುಸ್ಥಾಪನೆ ನೆರವೇರಿಸುವ ಕಾರ್ಯಕ್ರಮದಲ್ಲಿ ಅಧಿಕಾರಿಗಳ ಗೈರು ಹಾಜರಿ ಕುರಿತು ಸಾರ್ವಜನಿಕರು ಅಸಮಾಧಾನ ವ್ಯಕ್ತಪಡಿಸಿದರು. ಮುಂಚಿತವಾಗಿ ಮಾಹಿತಿ ನೀಡದೇ ಕಾರ್ಯಕ್ರಮ ಆಯೋಜಿಸಲಾಗಿದೆ ಎಂದು ಆರೋಪಿಸಿದರು. (635, 744, 841, 848)
national-story2-body-cont: ನವದೆಹಲಿ,ಫೆ.2-ಲೋಕಸಭಾ ಚುನಾವಣೆ ಹೊಸ್ತಿಲಲ್ಲಿ ಕೇಂದ್ರ ಸರ್ಕಾರ ಮಂಡಿಸಿದ್ದ ಮಧ್ಯಂತರ ಬಜೆಟ್ ಪ್ರಶ್ನಿಸಿ ಸುಪ್ರೀಂ ಕೋರ್ಟ್‌ಗೆ ಅರ್ಜಿ ಸಲ್ಲಿಸಲಾಗಿದೆ. ವಕೀಲ ಮನೋಹರ್ ಲಾಲ್ ಶರ್ಮಾ ಅವರು ಅರ್ಜಿ ಸಲ್ಲಿಸಿದ್ದು, ಮಧ್ಯಂತರ ಬಜೆಟ್ ಸಂವಿಧಾನ ಬಾಹಿರ ಎಂದು ವಾದಿಸಿದ್ದಾರೆ. (104, 944, 316, 968)
school-story-photo-caption: ಹೆಗ್ಗಡದೇವನ ಕೋಟೆ ಸರ್ಕಾರಿ ಪಿಯು ಕಾಲೇಜಿನ ವಾರ್ಷಿಕೋತ್ಸವದಲ್ಲಿ ಶಾಸಕ ಅನಿಲ್ ಚಿಕ್ಕಮಾದು ಮಾತನಾಡಿದರು. (331, 547, 513, 562)
side-story-headline-line2: ಜೆಡಿಎಸ್ ಅಭ್ಯರ್ಥಿ: ಎಲ್‌ಆರ್‌ಎಸ್ (679, 147, 803, 160)
national-story1-body-cont: ಠಾಕೂರ್‌ನಗರ್,ಫೆ.2-ಪಶ್ಚಿಮ ಬಂಗಾಳದ ಠಾಕೂರ್‌ನಗರದಲ್ಲಿ ನಡೆದ ಬಿಜೆಪಿ ರ್‍ಯಾಲಿಯಲ್ಲಿ ಪ್ರಧಾನಿ ಮೋದಿ ಭಾಷಣ ಕೇಳಲು ಭಾರಿ ಜನಸ್ತೋಮ ನೆರೆದಿತ್ತು. ಸಮಾವೇಶದಲ್ಲಿ ಮಾತನಾಡಿದ ಪ್ರಧಾನಿ ಮೋದಿ, ಕೇಂದ್ರದ ಬಜೆಟ್ ರೈತರ ಪರವಾಗಿದೆ. ರಾಜ್ಯ ಸರ್ಕಾರ ಕೇಂದ್ರದ ಯೋಜನೆಗಳನ್ನು ಜಾರಿಗೆ ತರುತ್ತಿಲ್ಲ ಎಂದು ಆರೋಪಿಸಿದರು. (104, 822, 316, 855)
group-photo-people (219, 188, 419, 320)
electric-story-headline: ವಿದ್ಯುತ್ ತಗುಲಿ ಕಬ್ಬು ಬೆಳೆ ಭಸ್ಮ (462, 1033, 565, 1044)
side-story-quote-line1: ನಿಖಿಲ್ ಕುಮಾರಸ್ವಾಮಿ (666, 171, 724, 180)
side-story-headline-box (636, 124, 846, 166)
school-story-headline: ಸರ್ಕಾರಿ ಶಾಲಾ ಮಕ್ಕಳಿಗಾಗಿ ಹಲವು ಯೋಜನೆ: ಸದುಪಯೋಗಕ್ಕೆ ಕರೆ (210, 426, 510, 442)
fraud-story-headline: ಶಂಕುಸ್ಥಾಪನೆ ಸಮಾರಂಭಕ್ಕೆ ಅಧಿಕಾರಿ!! (631, 725, 845, 741)
village-story-headline: ಸಿಗೋಡು ಹಾಡಿಯಲ್ಲಿ ಭಾರಿ ಗಾತ್ರದ ಹೆಬ್ಬಾವು ಪ್ರತ್ಯಕ್ಷ (616, 1125, 782, 1136)
elephant-story-headline: ಕಾಡುಕೋಣ, ಕಾಡಾನೆಗಳ ದಾಳಿಯಿಂದ ಬೆಳೆ ನಾಶ (616, 1033, 772, 1044)
registration-mark (448, 1246, 454, 1252)
modi-story-body-cont: ಹುಣಸೂರು,ಫೆ.2-ಎಲ್ಲಾ ನಿರಾಶ್ರಿತ ಕುಟುಂಬಗಳಿಗೂ ಸೂರು ಕಲ್ಪಿಸಬೇಕೆಂಬುದು ಪ್ರಧಾನಿ ಮೋದಿ ಅವರ ಕನಸಾಗಿದೆ ಎಂದು ಸಂಸದ ಪ್ರತಾಪ್ ಸಿಂಹ ತಿಳಿಸಿದರು. ನಗರಸಭೆ ವತಿಯಿಂದ 500 ಮನೆಗಳ ನಿರ್ಮಾಣಕ್ಕೆ ಗುದ್ದಲಿ ಪೂಜೆ ನೆರವೇರಿಸಿ ಮಾತನಾಡಿದ ಅವರು, ಪ್ರಧಾನಮಂತ್ರಿ ಆವಾಸ್ ಯೋಜನೆ ಅಡಿ ಸುಮಾರು 75 ಲಕ್ಷ ಮನೆಗಳನ್ನು ನಿರ್ಮಿಸಲಾಗಿದೆ. ಮುಂದಿನ ದಿನಗಳಲ್ಲಿ ವಸತಿ ರಹಿತರಿಗೆ ಮನೆ ನಿರ್ಮಿಸಿ ಕೊಡಲಾಗುವುದು ಎಂದರು. ಶಾಸಕ ಎಚ್.ವಿಶ್ವನಾಥ್ ಮಾತನಾಡಿ, ಬಡವರಿಗೆ ನಿವೇಶನ ಹಂಚಿಕೆ ಕಾರ್ಯ ಪಾರದರ್ಶಕವಾಗಿ ನಡೆಯಬೇಕು ಎಂದು ತಿಳಿಸಿದರು. (630, 938, 844, 988)
deer-skin-photo-caption: ನಂಜನಗೂಡಿನಲ್ಲಿ ಅರಣ್ಯ ಇಲಾಖೆಯ ಸಿಬ್ಬಂದಿ ಜಿಂಕೆ ಚರ್ಮ ವಶಪಡಿಸಿಕೊಂಡಿರುವುದು. (333, 1207, 447, 1222)
budget-story-body-b: ಭಾರತೀನಗರ,ಫೆ.2-ಕೇಂದ್ರ ಸರ್ಕಾರ ಮಂಡಿಸಿರುವ ಬಜೆಟ್ ಆಶಾದಾಯಕವಾಗಿಲ್ಲ ಎಂದು ಸಾರಿಗೆ ಸಚಿವ ಡಿ.ಸಿ.ತಮ್ಮಣ್ಣ ಅಭಿಪ್ರಾಯಪಟ್ಟರು. ಕಾರ್ಯಕ್ರಮವೊಂದರಲ್ಲಿ ಭಾಗವಹಿಸಿ ಸುದ್ದಿಗಾರರೊಂದಿಗೆ ಮಾತನಾಡಿದ ಅವರು, ಚುನಾವಣಾ ದೃಷ್ಟಿಯಿಂದ ಬಜೆಟ್ ಮಂಡಿಸಲಾಗಿದೆ. ರೈತರಿಗೆ ವಾರ್ಷಿಕ 6 ಸಾವಿರ ರೂ. ನೀಡುವ ಯೋಜನೆ ಸಾಕಾಗುವುದಿಲ್ಲ. ಮಧ್ಯಮ ವರ್ಗದವರಿಗೆ ತೆರಿಗೆ ವಿನಾಯಿತಿ ಘೋಷಣೆ ಮಾಡಿರುವುದು ಸ್ವಾಗತಾರ್ಹ ಎಂದು ತಿಳಿಸಿದರು. (638, 611, 843, 652)
school-story-photo (322, 448, 522, 546)
registration-mark (114, 1246, 120, 1252)
